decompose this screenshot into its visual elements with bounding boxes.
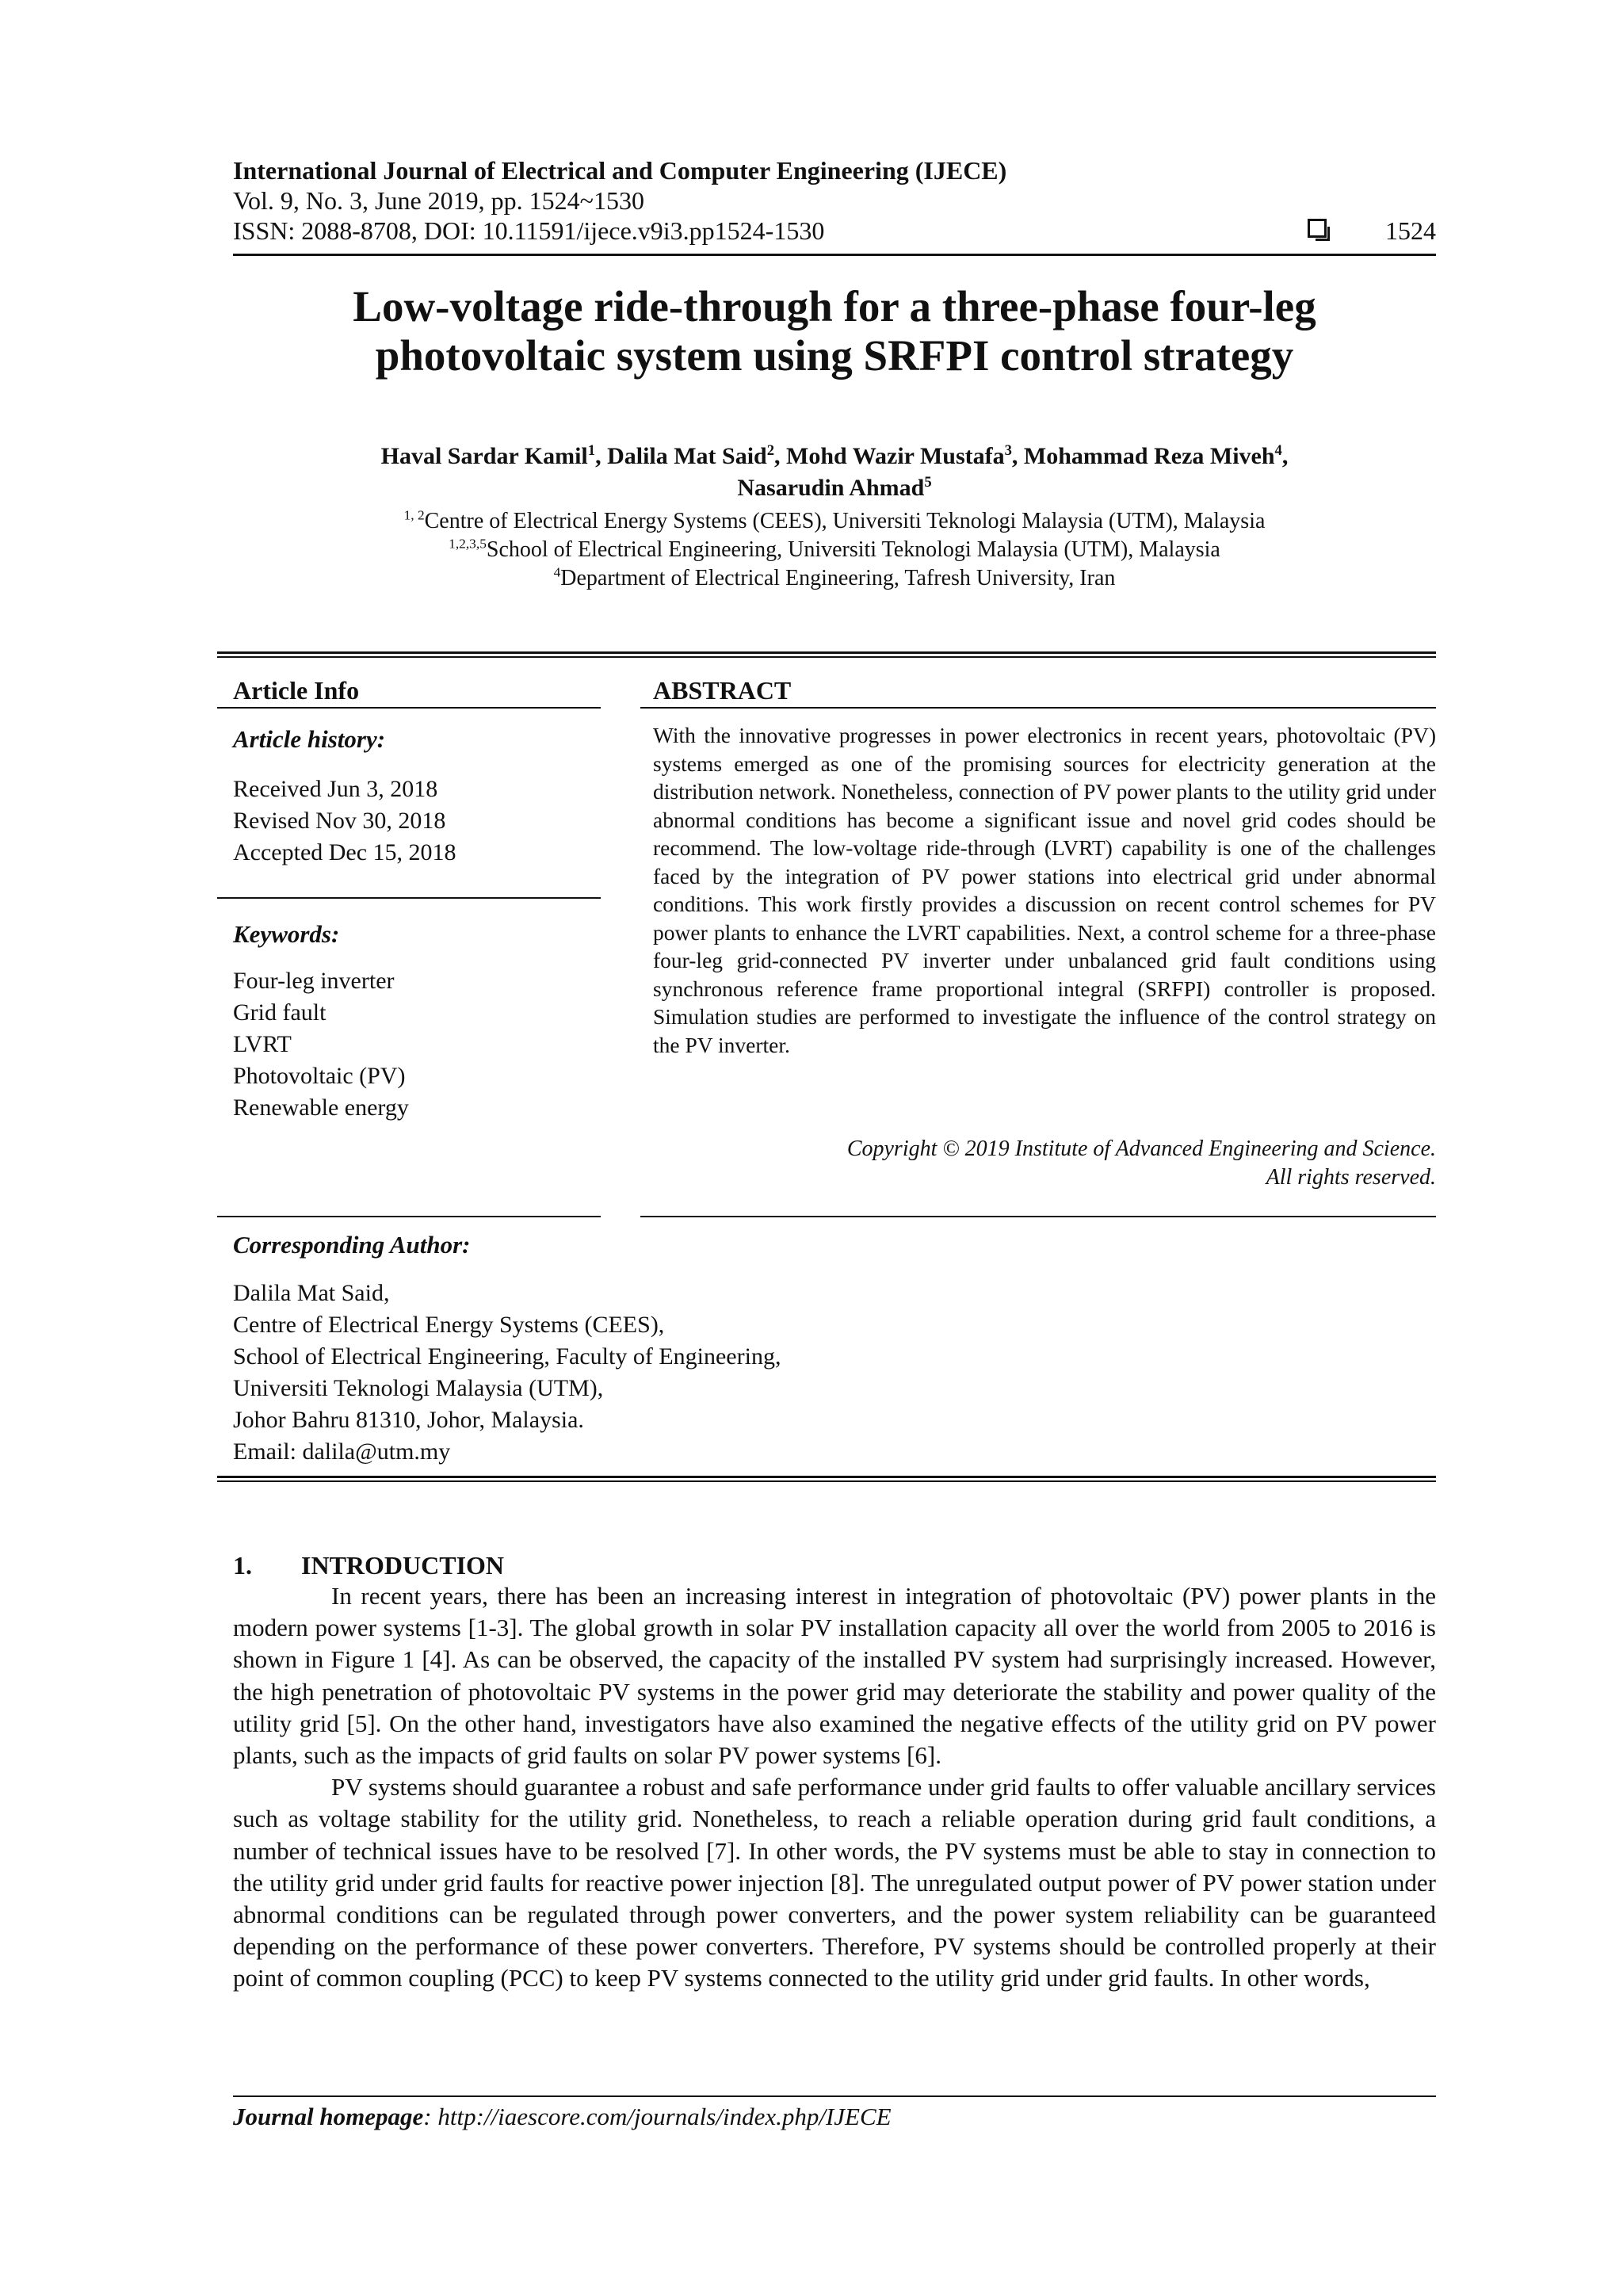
author-affil-sup: 2 [766,442,775,459]
footer-rule [233,2095,1436,2097]
keyword-item: Photovoltaic (PV) [233,1063,406,1089]
title-line-1: Low-voltage ride-through for a three-phase four-leg [353,282,1316,330]
corresponding-author-heading: Corresponding Author: [233,1231,471,1259]
square-box-icon [1308,219,1327,238]
article-info-heading: Article Info [233,676,360,705]
paper-title [233,282,1436,380]
header-rule [233,254,1436,256]
journal-issn-doi: ISSN: 2088-8708, DOI: 10.11591/ijece.v9i3.pp1524-1530 [233,216,825,245]
author-separator: , [1011,443,1024,469]
corresponding-school: School of Electrical Engineering, Faculty of Engineering, [233,1343,781,1370]
homepage-url[interactable]: : http://iaescore.com/journals/index.php/IJECE [423,2103,892,2130]
author-line-1 [233,441,1436,472]
keyword-item: LVRT [233,1031,292,1057]
title-line-2: photovoltaic system using SRFPI control strategy [375,331,1294,380]
corresponding-author-details [233,1278,781,1468]
author-name: Dalila Mat Said [607,443,767,469]
corresponding-name: Dalila Mat Said, [233,1280,390,1306]
article-history [233,774,456,869]
author-name: Haval Sardar Kamil [380,443,588,469]
journal-volume: Vol. 9, No. 3, June 2019, pp. 1524~1530 [233,186,644,215]
info-box-top-rule-2 [217,656,1436,658]
affiliation-sup: 1, 2 [403,507,425,523]
affiliation-sup: 4 [553,564,561,580]
affiliation-line [233,507,1436,536]
article-history-heading: Article history: [233,725,386,753]
affiliation-text: Department of Electrical Engineering, Tafresh University, Iran [560,566,1116,590]
abstract-bottom-rule [640,1216,1436,1217]
affiliation-text: School of Electrical Engineering, Universiti Teknologi Malaysia (UTM), Malaysia [486,537,1220,562]
author-separator: , [774,443,787,469]
abstract-rule [640,707,1436,709]
journal-homepage [233,2102,892,2132]
author-line-2 [233,472,1436,504]
affiliation-sup: 1,2,3,5 [449,536,487,552]
keyword-item: Renewable energy [233,1095,409,1121]
paragraph: In recent years, there has been an increasing interest in integration of photovoltaic (PV) power plants in the modern power systems [1-3]. The global growth in solar PV installation capacity all over the world from 2005 to 2016 is shown in Figure 1 [4]. As can be observed, the capacity of the installed PV system had surprisingly increased. However, the high penetration of photovoltaic PV systems in the power grid may deteriorate the stability and power quality of the utility grid [5]. On the other hand, investigators have also examined the negative effects of the utility grid on PV power plants, such as the impacts of grid faults on solar PV power systems [6]. [233,1582,1436,1770]
author-name: Mohd Wazir Mustafa [786,443,1005,469]
copyright-line-2: All rights reserved. [1266,1165,1436,1190]
corresponding-university: Universiti Teknologi Malaysia (UTM), [233,1375,604,1401]
accepted-date: Accepted Dec 15, 2018 [233,839,456,865]
author-separator: , [595,443,608,469]
corresponding-email: Email: dalila@utm.my [233,1438,451,1465]
copyright-line-1: Copyright © 2019 Institute of Advanced Engineering and Science. [846,1137,1436,1161]
affiliation-line [233,536,1436,564]
keywords-list [233,965,409,1124]
author-affil-sup: 5 [924,474,932,491]
affiliation-text: Centre of Electrical Energy Systems (CEES), Universiti Teknologi Malaysia (UTM), Malaysia [424,509,1266,533]
author-affil-sup: 3 [1004,442,1012,459]
section-title: INTRODUCTION [301,1551,505,1580]
introduction-body [233,1580,1436,1995]
history-rule [217,897,601,899]
abstract-heading: ABSTRACT [653,676,792,705]
revised-date: Revised Nov 30, 2018 [233,808,446,834]
author-affil-sup: 1 [587,442,596,459]
author-separator: , [1281,443,1289,469]
paragraph: PV systems should guarantee a robust and safe performance under grid faults to offer valuable ancillary services such as voltage stability for the utility grid. Nonetheless, to reach a reliable operation during grid fault conditions, a number of technical issues have to be resolved [7]. In other words, the PV systems must be able to stay in connection to the utility grid under grid faults for reactive power injection [8]. The unregulated output power of PV power station under abnormal conditions can be regulated through power converters, and the power system reliability can be guaranteed depending on the performance of these power converters. Therefore, PV systems should be controlled properly at their point of common coupling (PCC) to keep PV systems connected to the utility grid under grid faults. In other words, [233,1773,1436,1992]
received-date: Received Jun 3, 2018 [233,776,438,802]
keywords-bottom-rule [217,1216,601,1217]
keyword-item: Four-leg inverter [233,968,395,994]
copyright-notice [653,1135,1436,1192]
info-box-bottom-rule [217,1476,1436,1478]
article-info-rule [217,707,601,709]
homepage-label: Journal homepage [233,2103,424,2130]
author-name: Mohammad Reza Miveh [1023,443,1275,469]
affiliation-list [233,507,1436,593]
affiliation-line [233,564,1436,593]
keywords-heading: Keywords: [233,920,340,948]
section-number: 1. [233,1551,252,1580]
author-list [233,441,1436,504]
abstract-text: With the innovative progresses in power electronics in recent years, photovoltaic (PV) systems emerged as one of the promising sources for electricity generation at the distribution network. Nonetheless, connection of PV power plants to the utility grid under abnormal conditions has become a significant issue and novel grid codes should be recommend. The low-voltage ride-through (LVRT) capability is one of the challenges faced by the integration of PV power stations into electrical grid under abnormal conditions. This work firstly provides a discussion on recent control schemes for PV power plants to enhance the LVRT capabilities. Next, a control scheme for a three-phase four-leg grid-connected PV inverter under unbalanced grid fault conditions using synchronous reference frame proportional integral (SRFPI) controller is proposed. Simulation studies are performed to investigate the influence of the control strategy on the PV inverter. [653,723,1436,1057]
author-name: Nasarudin Ahmad [737,475,925,501]
corresponding-centre: Centre of Electrical Energy Systems (CEES), [233,1312,665,1338]
page-number: 1524 [1385,216,1436,245]
info-box-top-rule [217,651,1436,654]
journal-name: International Journal of Electrical and Computer Engineering (IJECE) [233,156,1007,185]
info-box-bottom-rule-2 [217,1480,1436,1482]
author-affil-sup: 4 [1274,442,1282,459]
introduction-heading [233,1550,504,1580]
corresponding-address: Johor Bahru 81310, Johor, Malaysia. [233,1407,584,1433]
keyword-item: Grid fault [233,999,327,1026]
